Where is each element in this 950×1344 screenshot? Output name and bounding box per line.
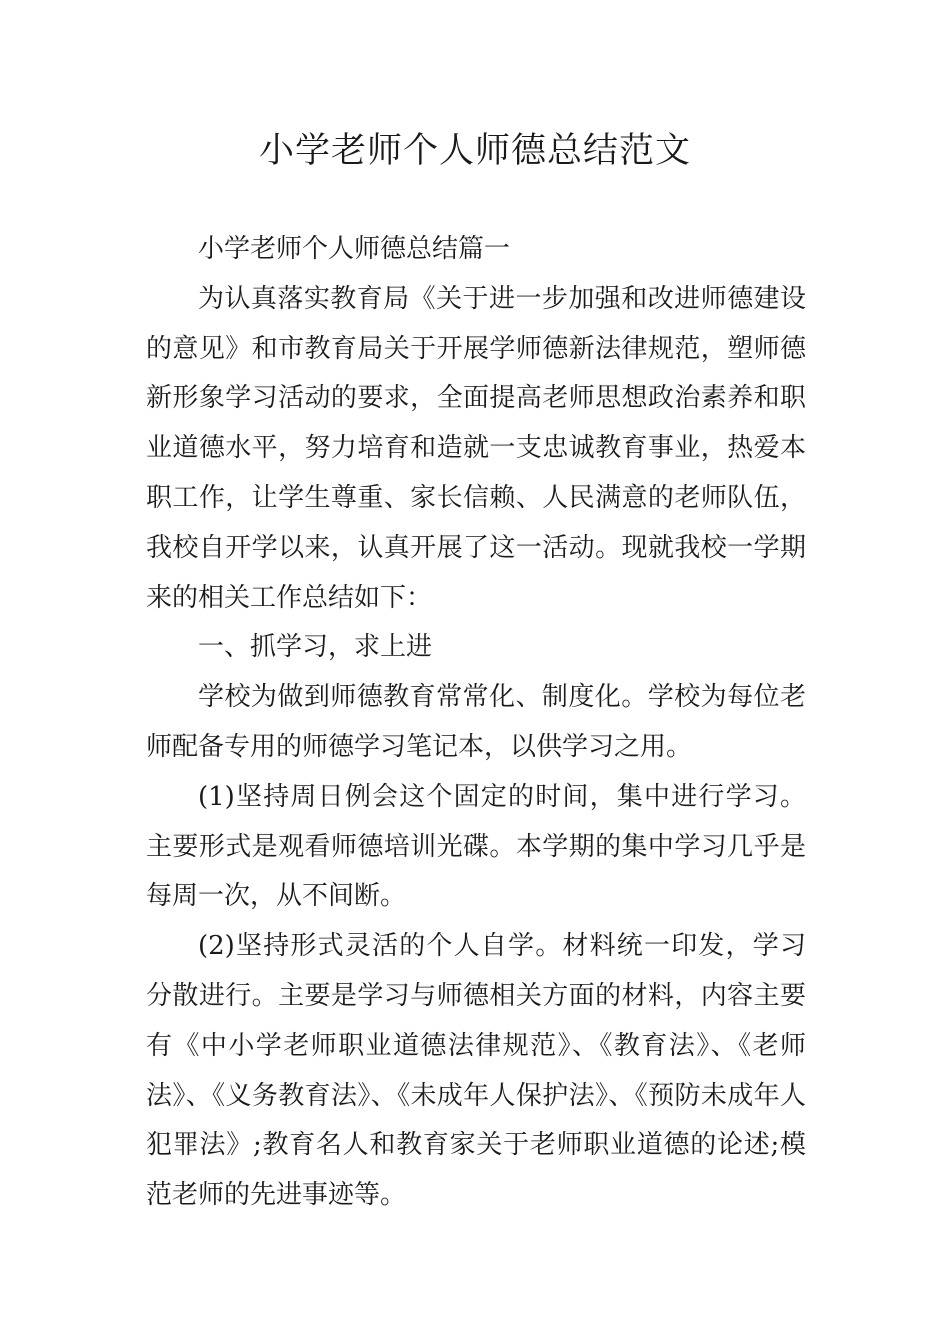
paragraph-self-study: (2)坚持形式灵活的个人自学。材料统一印发，学习分散进行。主要是学习与师德相关方面的材料，内容主要有《中小学老师职业道德法律规范》、《教育法》、《老师法》、《义务教育法》、《未成年人保护法》、《预防未成年人犯罪法》;教育名人和教育家关于老师职业道德的论述;模范老师的先进事迹等。: [146, 931, 806, 1211]
paragraph-study-notebook: 学校为做到师德教育常常化、制度化。学校为每位老师配备专用的师德学习笔记本，以供学习之用。: [146, 682, 806, 762]
paragraph-section-heading: 小学老师个人师德总结篇一: [198, 234, 511, 264]
paragraph-weekly-meeting: (1)坚持周日例会这个固定的时间，集中进行学习。主要形式是观看师德培训光碟。本学期的集中学习几乎是每周一次，从不间断。: [146, 781, 806, 912]
paragraph-intro: 为认真落实教育局《关于进一步加强和改进师德建设的意见》和市教育局关于开展学师德新法律规范，塑师德新形象学习活动的要求，全面提高老师思想政治素养和职业道德水平，努力培育和造就一支忠诚教育事业，热爱本职工作，让学生尊重、家长信赖、人民满意的老师队伍，我校自开学以来，认真开展了这一活动。现就我校一学期来的相关工作总结如下：: [146, 283, 806, 613]
paragraph-subheading: 一、抓学习，求上进: [198, 632, 433, 663]
document-body: [146, 225, 806, 1221]
document-title: 小学老师个人师德总结范文: [258, 131, 691, 171]
